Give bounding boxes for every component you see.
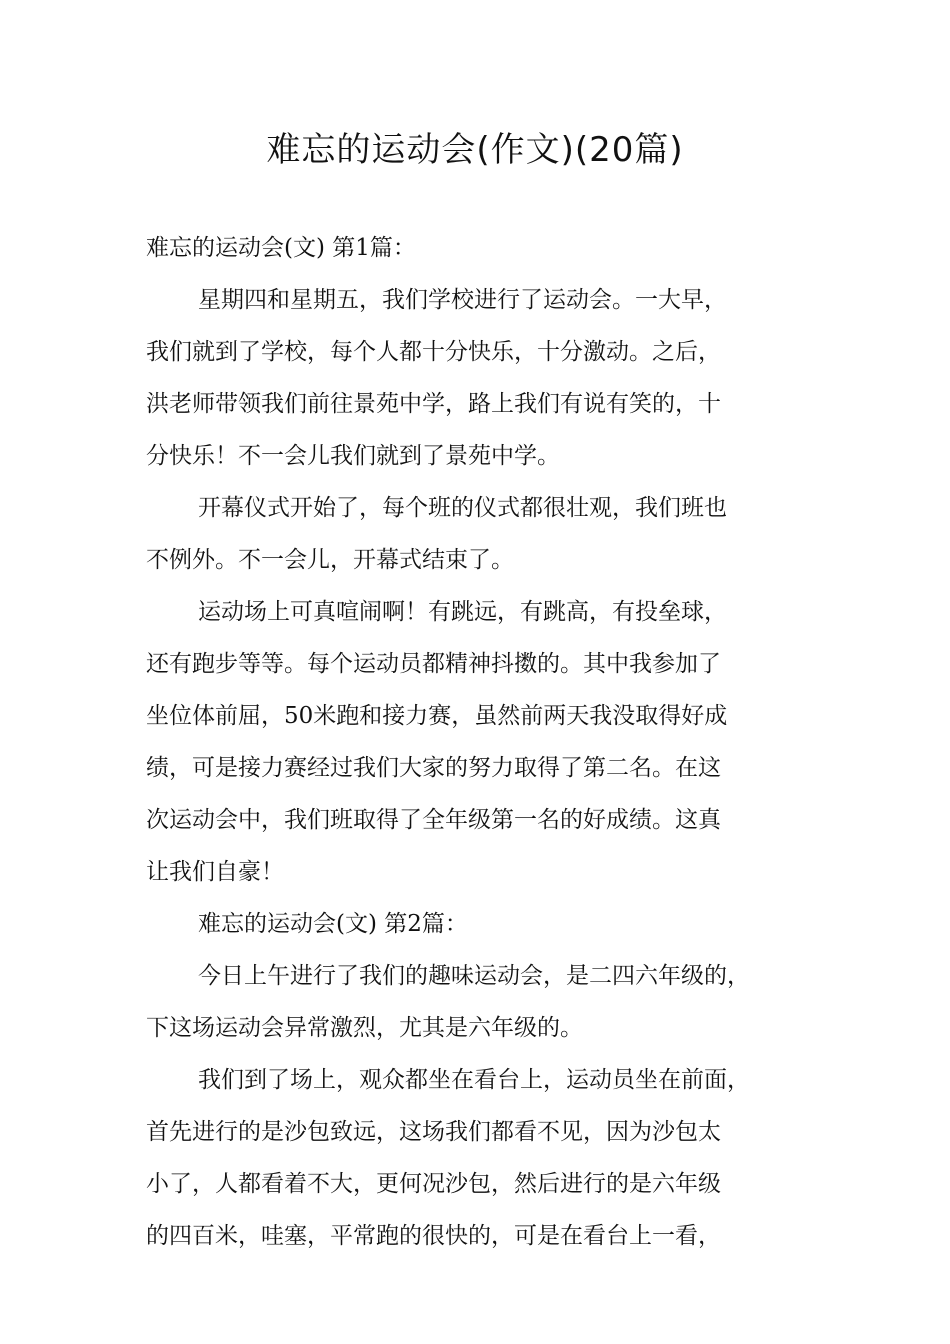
paragraph-line: 次运动会中，我们班取得了全年级第一名的好成绩。这真: [146, 807, 721, 833]
paragraph-line: 让我们自豪！: [146, 859, 284, 885]
paragraph-line: 运动场上可真喧闹啊！有跳远，有跳高，有投垒球，: [198, 599, 727, 625]
paragraph-line: 的四百米，哇塞，平常跑的很快的，可是在看台上一看，: [146, 1223, 721, 1249]
section-heading: 难忘的运动会(文) 第1篇：: [146, 235, 416, 261]
paragraph-line: 不例外。不一会儿，开幕式结束了。: [146, 547, 514, 573]
paragraph-line: 我们到了场上，观众都坐在看台上，运动员坐在前面，: [198, 1067, 750, 1093]
paragraph-line: 首先进行的是沙包致远，这场我们都看不见，因为沙包太: [146, 1119, 721, 1145]
paragraph-line: 我们就到了学校，每个人都十分快乐，十分激动。之后，: [146, 339, 721, 365]
paragraph-line: 分快乐！不一会儿我们就到了景苑中学。: [146, 443, 560, 469]
paragraph-line: 星期四和星期五，我们学校进行了运动会。一大早，: [198, 287, 727, 313]
document-title: 难忘的运动会(作文)(20篇): [266, 130, 684, 170]
paragraph-line: 下这场运动会异常激烈，尤其是六年级的。: [146, 1015, 583, 1041]
paragraph-line: 还有跑步等等。每个运动员都精神抖擞的。其中我参加了: [146, 651, 721, 677]
paragraph-line: 绩，可是接力赛经过我们大家的努力取得了第二名。在这: [146, 755, 721, 781]
paragraph-line: 洪老师带领我们前往景苑中学，路上我们有说有笑的，十: [146, 391, 721, 417]
paragraph-line: 今日上午进行了我们的趣味运动会，是二四六年级的，: [198, 963, 750, 989]
section-heading: 难忘的运动会(文) 第2篇：: [198, 911, 468, 937]
paragraph-line: 坐位体前屈，50米跑和接力赛，虽然前两天我没取得好成: [146, 703, 728, 729]
paragraph-line: 开幕仪式开始了，每个班的仪式都很壮观，我们班也: [198, 495, 727, 521]
paragraph-line: 小了，人都看着不大，更何况沙包，然后进行的是六年级: [146, 1171, 721, 1197]
document-body: [146, 222, 826, 1262]
